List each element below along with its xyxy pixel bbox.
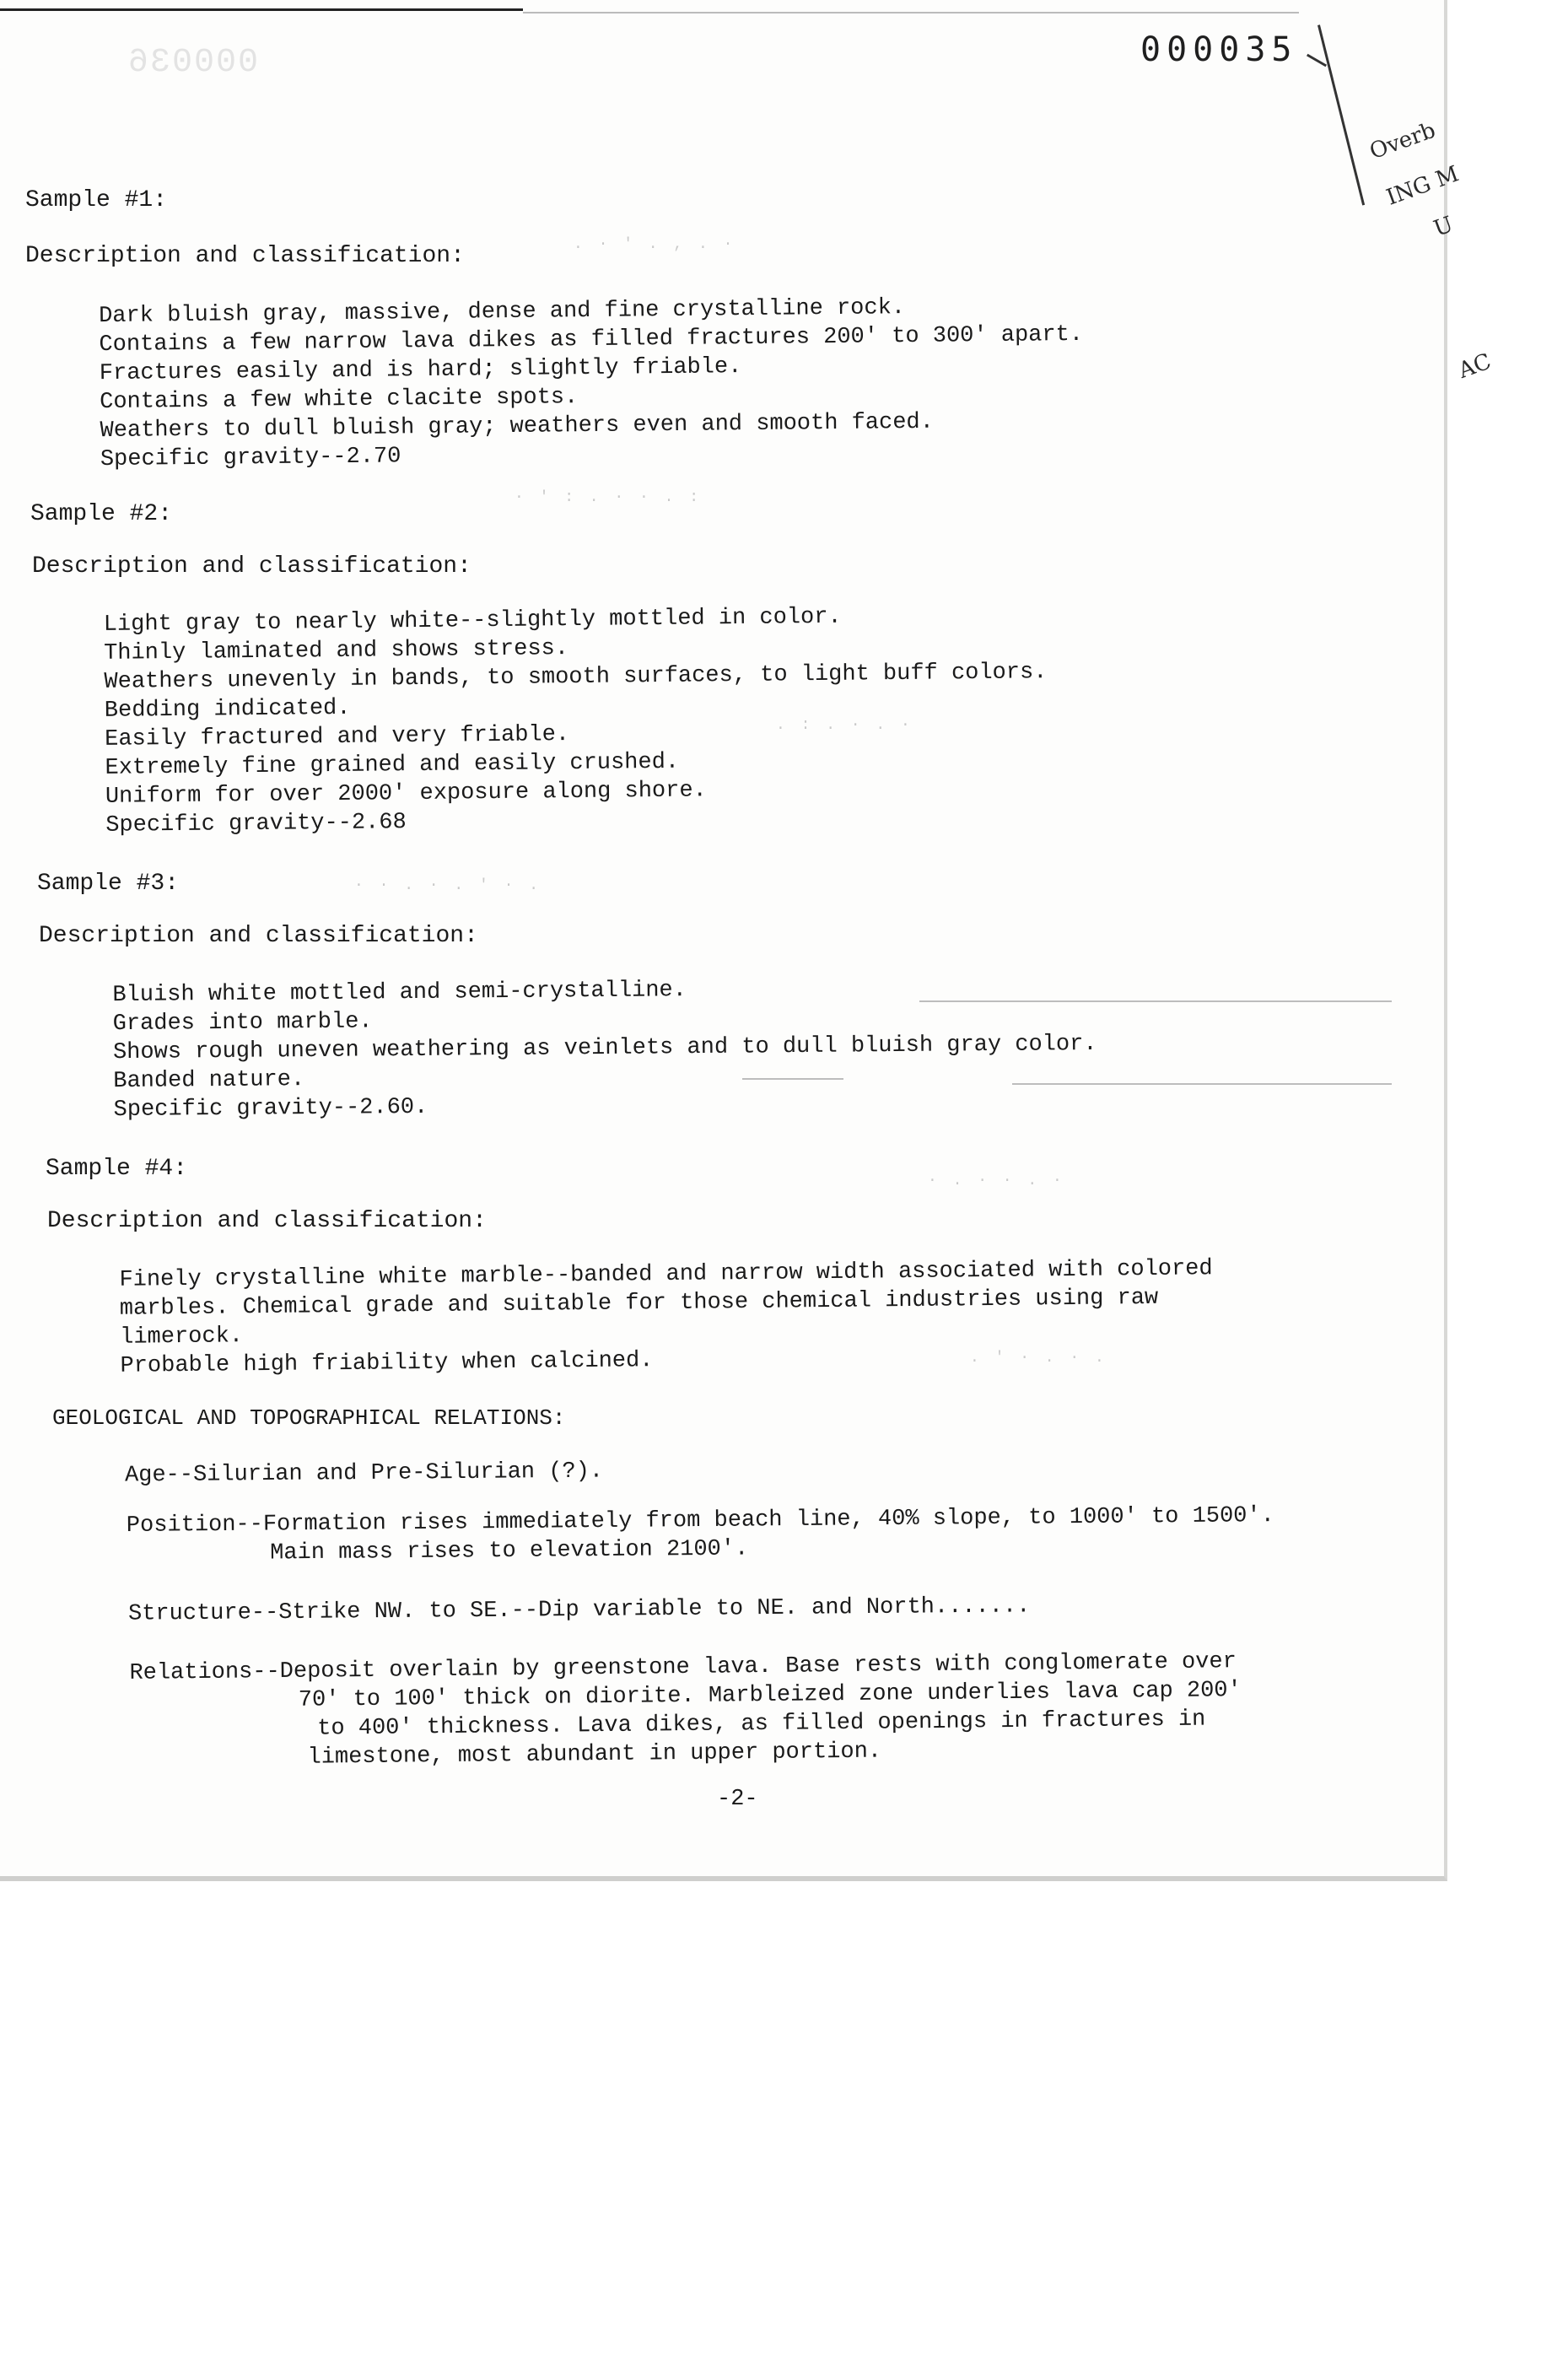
position-line: Position--Formation rises immediately from beach line, 40% slope, to 1000' to 1500'. [126, 1503, 1274, 1539]
sample-3-title: Sample #3: [37, 871, 180, 897]
sample-2-line: Thinly laminated and shows stress. [103, 636, 569, 666]
sample-2-line: Bedding indicated. [104, 695, 351, 724]
scan-artifact [742, 1078, 843, 1080]
sample-1-description [99, 292, 1085, 474]
ghost-stamp-number: 000036 [127, 44, 259, 82]
scan-artifact [919, 1000, 1392, 1002]
corner-note-line: ING M [1382, 161, 1463, 211]
relations-age: Age--Silurian and Pre-Silurian (?). [124, 1459, 604, 1489]
sample-1-line: Weathers to dull bluish gray; weathers even and smooth faced. [100, 409, 935, 445]
sample-1-line: Dark bluish gray, massive, dense and fine crystalline rock. [98, 295, 906, 330]
relations-line: Relations--Deposit overlain by greenstone lava. Base rests with conglomerate over [129, 1649, 1237, 1686]
scan-artifact: · ' : . · · . : [515, 489, 703, 506]
sample-4-line: Probable high friability when calcined. [120, 1348, 654, 1379]
scan-artifact: . · ' . , . · [574, 236, 736, 253]
top-rule [0, 8, 523, 11]
sample-1-line: Fractures easily and is hard; slightly friable. [99, 354, 742, 387]
sample-3-line: Shows rough uneven weathering as veinlets and to dull bluish gray color. [112, 1031, 1097, 1066]
sample-2-line: Light gray to nearly white--slightly mottled in color. [103, 604, 842, 638]
sample-1-title: Sample #1: [25, 187, 168, 213]
sample-1-line: Contains a few narrow lava dikes as filled fractures 200' to 300' apart. [99, 321, 1084, 359]
sample-3-description-heading: Description and classification: [39, 923, 478, 949]
sample-4-line: marbles. Chemical grade and suitable for those chemical industries using raw [119, 1285, 1159, 1322]
scan-artifact: · . · · . · [928, 1173, 1065, 1189]
sample-3-line: Grades into marble. [112, 1009, 373, 1038]
sample-3-description [112, 973, 1097, 1124]
relations-line: 70' to 100' thick on diorite. Marbleized zone underlies lava cap 200' [298, 1678, 1242, 1713]
sample-1-line: Contains a few white clacite spots. [100, 385, 579, 416]
scan-artifact [1012, 1083, 1392, 1085]
sample-2-line: Uniform for over 2000' exposure along shore. [105, 778, 707, 810]
sample-4-title: Sample #4: [46, 1156, 188, 1182]
sample-3-line: Banded nature. [113, 1067, 305, 1095]
corner-margin-note [1307, 72, 1568, 428]
sample-2-line: Easily fractured and very friable. [105, 722, 570, 752]
sample-3-line: Specific gravity--2.60. [113, 1094, 428, 1124]
relations-position [127, 1502, 1275, 1569]
page-number: -2- [717, 1787, 758, 1812]
corner-note-line: Overb [1366, 117, 1439, 165]
sample-3-line: Bluish white mottled and semi-crystalline. [112, 978, 687, 1009]
sample-4-description-heading: Description and classification: [47, 1208, 487, 1234]
sample-2-line: Weathers unevenly in bands, to smooth surfaces, to light buff colors. [104, 660, 1048, 695]
sample-4-line: Finely crystalline white marble--banded and narrow width associated with colored [119, 1256, 1213, 1293]
sample-1-line: Specific gravity--2.70 [100, 444, 401, 473]
corner-note-line: AC [1455, 348, 1495, 384]
sample-2-line: Extremely fine grained and easily crushed. [105, 749, 680, 781]
sample-2-line: Specific gravity--2.68 [105, 810, 407, 839]
top-rule-faint [523, 12, 1299, 13]
relations-line: to 400' thickness. Lava dikes, as filled openings in fractures in [317, 1707, 1206, 1742]
document-stamp-number: 000035 [1140, 30, 1298, 69]
relations-text [129, 1647, 1242, 1774]
scan-artifact: . : . · . · [776, 717, 913, 734]
corner-note-line: U [1430, 212, 1457, 242]
sample-2-title: Sample #2: [30, 501, 173, 527]
position-line: Main mass rises to elevation 2100'. [270, 1536, 749, 1567]
sample-1-description-heading: Description and classification: [25, 243, 465, 269]
scan-artifact: · · . · . ' · . [354, 877, 542, 894]
relations-line: limestone, most abundant in upper portion. [307, 1739, 882, 1771]
corner-tick [1307, 54, 1327, 67]
scan-artifact: . ' · . · . [970, 1350, 1107, 1367]
sample-2-description-heading: Description and classification: [32, 553, 471, 580]
sample-4-line: limerock. [120, 1324, 244, 1351]
relations-heading: GEOLOGICAL AND TOPOGRAPHICAL RELATIONS: [52, 1405, 566, 1431]
relations-structure: Structure--Strike NW. to SE.--Dip variable to NE. and North....... [127, 1594, 1031, 1627]
